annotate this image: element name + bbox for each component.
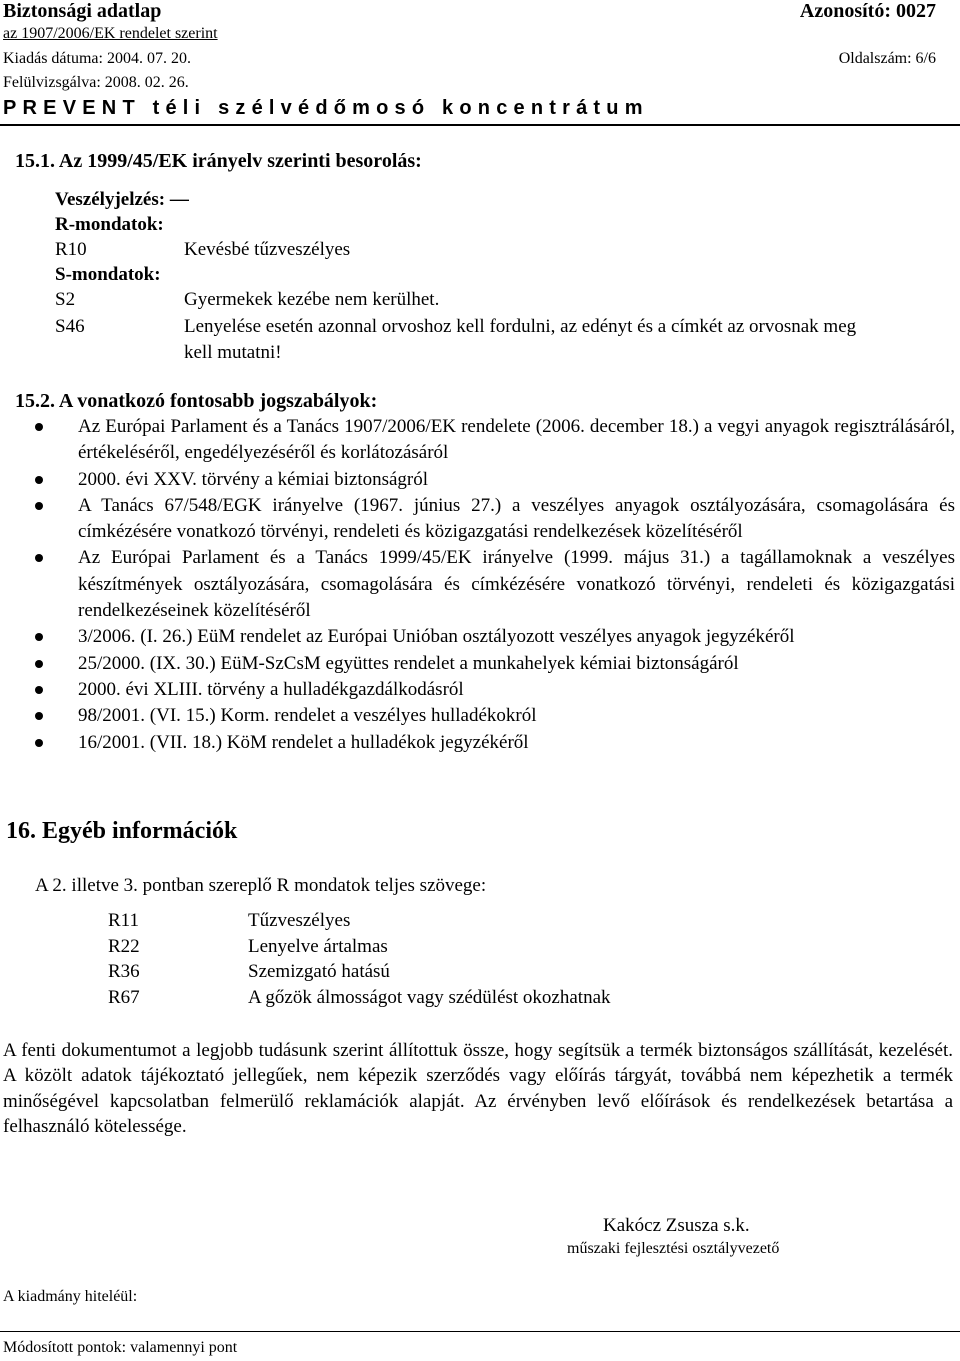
s-phrase-code: S46 [55,316,85,337]
regulations-list [35,414,955,756]
r-code: R36 [108,961,140,982]
r-text: Szemizgató hatású [248,961,390,982]
r-phrases-intro: A 2. illetve 3. pontban szereplő R mondatok teljes szövege: [35,875,487,896]
s-phrase-code: S2 [55,289,76,310]
list-item: A Tanács 67/548/EGK irányelve (1967. június 27.) a veszélyes anyagok osztályozására, csomagolására és címkézésére vonatkozó törvényi, rendeleti és közigazgatási rendelkezések közelítéséről [35,493,955,546]
r-code: R67 [108,986,140,1008]
r-text: Lenyelve ártalmas [248,935,388,957]
list-item: 25/2000. (IX. 30.) EüM-SzCsM együttes rendelet a munkahelyek kémiai biztonságáról [35,651,955,677]
list-item: 3/2006. (I. 26.) EüM rendelet az Európai Unióban osztályozott veszélyes anyagok jegyzékéről [35,624,955,650]
r-code: R11 [108,910,139,931]
s-phrase-text: Lenyelése esetén azonnal orvoshoz kell fordulni, az edényt és a címkét az orvosnak meg [184,316,857,337]
signatory-title: műszaki fejlesztési osztályvezető [567,1240,780,1257]
page-number: Oldalszám: 6/6 [838,50,936,67]
disclaimer-paragraph: A fenti dokumentumot a legjobb tudásunk szerint állítottuk össze, hogy segítsük a termék biztonságos szállítását, kezelését. A közölt adatok tájékoztató jellegűek, nem képezik szerződés vagy előírás tárgyát, továbbá nem képezhetik a termék minőségével kapcsolatban felmerülő reklamációk alapját. Az érvényben levő előírások és rendelkezések betartása a felhasználó kötelessége. [3,1040,953,1137]
list-item: 2000. évi XXV. törvény a kémiai biztonságról [35,467,955,493]
document-title: Biztonsági adatlap [3,0,162,22]
r-text: Tűzveszélyes [248,910,351,931]
s-phrase-text: Gyermekek kezébe nem kerülhet. [184,289,440,310]
document-subtitle: az 1907/2006/EK rendelet szerint [3,25,218,42]
hazard-symbol-label: Veszélyjelzés: — [55,189,189,210]
issue-date: Kiadás dátuma: 2004. 07. 20. [3,50,191,67]
r-phrases-label: R-mondatok: [55,214,164,235]
r-phrase-text: Kevésbé tűzveszélyes [184,239,351,260]
review-date: Felülvizsgálva: 2008. 02. 26. [3,74,189,91]
s-phrases-label: S-mondatok: [55,264,161,285]
table-row [108,934,611,960]
list-item: Az Európai Parlament és a Tanács 1999/45/EK irányelve (1999. május 31.) a tagállamoknak a veszélyes készítmények osztályozására, csomagolására és címkézésére vonatkozó törvényi, rendeleti és közigazgatási rendelkezéseinek közelítéséről [35,545,955,624]
list-item: 16/2001. (VII. 18.) KöM rendelet a hulladékok jegyzékéről [35,730,955,756]
table-row [108,959,611,985]
section-16-heading: 16. Egyéb információk [6,818,238,844]
section-15-2-heading: 15.2. A vonatkozó fontosabb jogszabályok: [15,390,378,412]
product-name: PREVENT téli szélvédőmosó koncentrátum [3,97,649,119]
list-item: Az Európai Parlament és a Tanács 1907/2006/EK rendelete (2006. december 18.) a vegyi anyagok regisztrálásáról, értékeléséről, engedélyezéséről és korlátozásáról [35,414,955,467]
footer-divider [0,1331,960,1332]
table-row [108,985,611,1011]
section-15-1-heading: 15.1. Az 1999/45/EK irányelv szerinti besorolás: [15,150,422,172]
r-phrases-table [108,908,611,1010]
r-code: R22 [108,935,140,957]
s-phrase-text-continued: kell mutatni! [184,342,282,363]
certified-label: A kiadmány hiteléül: [3,1288,138,1305]
signatory-name: Kakócz Zsusza s.k. [603,1215,750,1236]
list-item: 2000. évi XLIII. törvény a hulladékgazdálkodásról [35,677,955,703]
modified-points: Módosított pontok: valamennyi pont [3,1339,238,1356]
list-item: 98/2001. (VI. 15.) Korm. rendelet a veszélyes hulladékokról [35,703,955,729]
table-row [108,908,611,934]
r-phrase-code: R10 [55,239,87,260]
r-text: A gőzök álmosságot vagy szédülést okozhatnak [248,986,611,1008]
document-identifier: Azonosító: 0027 [799,0,936,22]
header-divider [0,124,960,126]
